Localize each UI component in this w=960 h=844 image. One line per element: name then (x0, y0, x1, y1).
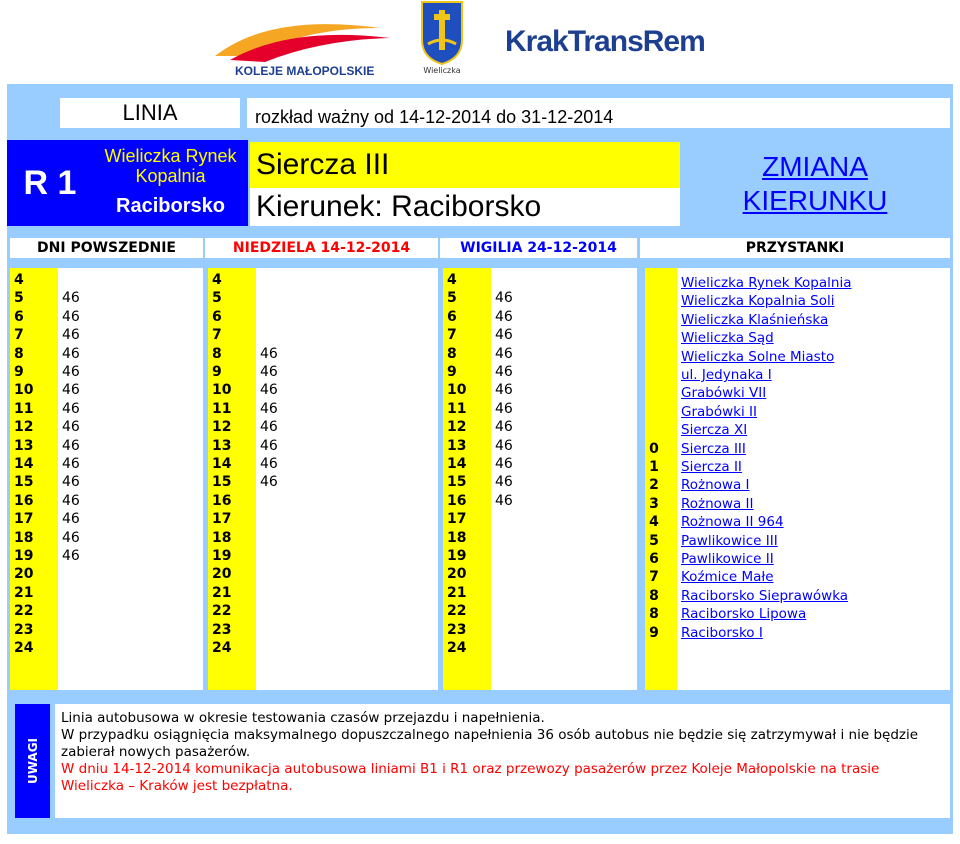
sunday-minutes: 46 (260, 364, 278, 380)
christmas-eve-hour: 17 (447, 511, 467, 528)
stop-link[interactable]: Siercza XI (681, 422, 748, 439)
weekday-minutes: 46 (62, 308, 80, 325)
weekday-minutes: 46 (62, 456, 80, 472)
direction-label: Kierunek: Raciborsko (250, 188, 680, 226)
stop-travel-time: 3 (649, 495, 659, 512)
weekday-hour: 20 (14, 566, 34, 583)
weekday-minutes: 46 (62, 529, 80, 546)
christmas-eve-hour: 23 (447, 621, 467, 638)
linia-label: LINIA (60, 98, 240, 128)
sunday-hour: 7 (212, 327, 222, 344)
stop-link[interactable]: Wieliczka Klaśnieńska (681, 311, 829, 328)
notes-box (55, 704, 950, 818)
stop-travel-time: 2 (649, 477, 659, 494)
sunday-hour: 17 (212, 511, 232, 528)
weekday-minutes: 46 (62, 511, 80, 528)
sunday-hour: 9 (212, 364, 222, 380)
weekday-hour: 24 (14, 640, 34, 656)
sunday-minutes: 46 (260, 419, 278, 436)
stop-link[interactable]: Koźmice Małe (681, 569, 774, 586)
christmas-eve-hour: 8 (447, 345, 457, 362)
note-1: Linia autobusowa w okresie testowania czasów przejazdu i napełnienia. (61, 710, 545, 726)
christmas-eve-hour: 11 (447, 400, 467, 417)
stop-travel-time: 6 (649, 551, 659, 567)
stop-link[interactable]: ul. Jedynaka I (681, 367, 772, 383)
sunday-hour: 5 (212, 290, 222, 307)
christmas-eve-minutes: 46 (495, 492, 513, 509)
weekday-hour: 7 (14, 327, 24, 344)
weekday-hour: 10 (14, 382, 34, 399)
stop-link[interactable]: Pawlikowice II (681, 551, 774, 567)
sunday-minutes: 46 (260, 345, 278, 362)
sunday-minutes-column (256, 268, 438, 690)
wieliczka-crest-text: Wieliczka (423, 66, 461, 75)
stop-link[interactable]: Wieliczka Sąd (681, 330, 774, 347)
change-direction-link[interactable]: ZMIANA KIERUNKU (742, 151, 888, 216)
weekday-minutes: 46 (62, 327, 80, 344)
sunday-hour: 22 (212, 603, 232, 620)
stop-link[interactable]: Raciborsko Sieprawówka (681, 587, 849, 604)
christmas-eve-hour: 22 (447, 603, 467, 620)
notes-label (15, 704, 50, 818)
sunday-minutes: 46 (260, 382, 278, 399)
stop-travel-time: 9 (649, 624, 659, 641)
sunday-hour: 11 (212, 400, 232, 417)
note-2: W przypadku osiągnięcia maksymalnego dopuszczalnego napełnienia 36 osób autobus nie będzie się zatrzymywał i nie będzie zabierał nowych pasażerów. (61, 727, 919, 760)
stop-link[interactable]: Rożnowa I (681, 477, 750, 494)
validity-period: rozkład ważny od 14-12-2014 do 31-12-2014 (247, 98, 950, 128)
stop-link[interactable]: Wieliczka Solne Miasto (681, 348, 835, 365)
christmas-eve-hour: 5 (447, 290, 457, 307)
stop-travel-time: 5 (649, 532, 659, 549)
christmas-eve-hour: 14 (447, 456, 467, 472)
sunday-hour: 24 (212, 640, 232, 656)
sunday-hour: 18 (212, 529, 232, 546)
stop-link[interactable]: Grabówki VII (681, 385, 767, 402)
weekday-hour: 18 (14, 529, 34, 546)
christmas-eve-hour: 18 (447, 529, 467, 546)
sunday-hour: 20 (212, 566, 232, 583)
weekday-minutes: 46 (62, 492, 80, 509)
christmas-eve-hour: 6 (447, 308, 457, 325)
sunday-minutes: 46 (260, 437, 278, 454)
christmas-eve-hour: 7 (447, 327, 457, 344)
christmas-eve-minutes: 46 (495, 327, 513, 344)
weekday-minutes: 46 (62, 400, 80, 417)
christmas-eve-hour: 9 (447, 364, 457, 380)
weekday-minutes: 46 (62, 548, 80, 564)
stop-travel-time: 8 (649, 606, 659, 623)
weekday-hour: 8 (14, 345, 24, 362)
christmas-eve-hour: 15 (447, 474, 467, 491)
christmas-eve-minutes: 46 (495, 364, 513, 380)
weekday-minutes: 46 (62, 419, 80, 436)
stop-link[interactable]: Siercza III (681, 440, 746, 457)
weekday-hour: 16 (14, 492, 34, 509)
christmas-eve-hour: 16 (447, 492, 467, 509)
sunday-minutes: 46 (260, 456, 278, 472)
route-end: Raciborsko (116, 195, 225, 217)
notes-label-text: UWAGI (25, 737, 40, 785)
sunday-hour: 8 (212, 345, 222, 362)
christmas-eve-minutes: 46 (495, 419, 513, 436)
weekday-minutes: 46 (62, 290, 80, 307)
weekday-hour: 4 (14, 272, 24, 288)
weekday-minutes: 46 (62, 345, 80, 362)
day-type-christmas-eve[interactable]: WIGILIA 24-12-2014 (440, 238, 637, 258)
kraktransrem-text: KrakTransRem (505, 25, 705, 58)
wieliczka-crest-logo (418, 0, 466, 80)
christmas-eve-minutes: 46 (495, 308, 513, 325)
sunday-hour: 21 (212, 584, 232, 601)
stop-link[interactable]: Rożnowa II (681, 495, 754, 512)
sunday-hour: 16 (212, 492, 232, 509)
weekday-hour: 9 (14, 364, 24, 380)
line-number: R 1 (7, 140, 93, 226)
weekday-hour: 13 (14, 437, 34, 454)
stop-link[interactable]: Raciborsko Lipowa (681, 606, 807, 623)
stop-link[interactable]: Wieliczka Kopalnia Soli (681, 293, 835, 310)
sunday-minutes: 46 (260, 400, 278, 417)
christmas-eve-minutes: 46 (495, 290, 513, 307)
weekday-hour: 6 (14, 308, 24, 325)
christmas-eve-minutes: 46 (495, 456, 513, 472)
weekday-minutes: 46 (62, 437, 80, 454)
weekday-hour: 23 (14, 621, 34, 638)
stop-travel-time: 1 (649, 459, 659, 475)
sunday-hour: 10 (212, 382, 232, 399)
stop-link[interactable]: Siercza II (681, 459, 742, 475)
christmas-eve-minutes: 46 (495, 345, 513, 362)
weekday-minutes: 46 (62, 364, 80, 380)
stop-link[interactable]: Raciborsko I (681, 624, 763, 641)
weekday-hour: 17 (14, 511, 34, 528)
christmas-eve-minutes: 46 (495, 437, 513, 454)
sunday-hour: 12 (212, 419, 232, 436)
weekday-hour: 12 (14, 419, 34, 436)
sunday-hour: 14 (212, 456, 232, 472)
weekday-hour: 19 (14, 548, 34, 564)
stop-link[interactable]: Grabówki II (681, 403, 757, 420)
weekday-hour: 5 (14, 290, 24, 307)
koleje-malopolskie-text: KOLEJE MAŁOPOLSKIE (235, 64, 375, 78)
weekday-hour: 22 (14, 603, 34, 620)
weekday-hour: 14 (14, 456, 34, 472)
stop-link[interactable]: Pawlikowice III (681, 532, 778, 549)
stop-travel-time: 7 (649, 569, 659, 586)
sunday-hour: 13 (212, 437, 232, 454)
christmas-eve-hour: 4 (447, 272, 457, 288)
day-type-sunday[interactable]: NIEDZIELA 14-12-2014 (205, 238, 438, 258)
sunday-hour: 4 (212, 272, 222, 288)
day-type-weekdays[interactable]: DNI POWSZEDNIE (10, 238, 203, 258)
sunday-hour: 23 (212, 621, 232, 638)
christmas-eve-hour: 21 (447, 584, 467, 601)
christmas-eve-hour: 13 (447, 437, 467, 454)
stop-link[interactable]: Rożnowa II 964 (681, 514, 784, 531)
kraktransrem-logo (505, 25, 705, 75)
christmas-eve-hour: 10 (447, 382, 467, 399)
route-endpoints (93, 140, 248, 226)
christmas-eve-minutes: 46 (495, 400, 513, 417)
current-stop-name: Siercza III (250, 142, 680, 188)
christmas-eve-hour: 20 (447, 566, 467, 583)
weekday-hour: 11 (14, 400, 34, 417)
koleje-malopolskie-logo (210, 8, 400, 83)
stop-link[interactable]: Wieliczka Rynek Kopalnia (681, 275, 852, 291)
stop-travel-time: 4 (649, 514, 659, 531)
christmas-eve-hour: 24 (447, 640, 467, 656)
note-3: W dniu 14-12-2014 komunikacja autobusowa liniami B1 i R1 oraz przewozy pasażerów przez Koleje Małopolskie na trasie Wieliczka – Kraków jest bezpłatna. (61, 761, 880, 794)
sunday-hour: 19 (212, 548, 232, 564)
weekday-hour: 15 (14, 474, 34, 491)
weekday-minutes: 46 (62, 474, 80, 491)
christmas-eve-hour: 12 (447, 419, 467, 436)
sunday-hour: 15 (212, 474, 232, 491)
stops-header: PRZYSTANKI (640, 238, 950, 258)
route-start: Wieliczka Rynek Kopalnia (104, 146, 237, 186)
christmas-eve-minutes: 46 (495, 382, 513, 399)
christmas-eve-hour: 19 (447, 548, 467, 564)
weekday-minutes: 46 (62, 382, 80, 399)
stop-travel-time: 0 (649, 440, 659, 457)
christmas-eve-minutes: 46 (495, 474, 513, 491)
sunday-minutes: 46 (260, 474, 278, 491)
sunday-hour: 6 (212, 308, 222, 325)
weekday-hour: 21 (14, 584, 34, 601)
stop-travel-time: 8 (649, 587, 659, 604)
